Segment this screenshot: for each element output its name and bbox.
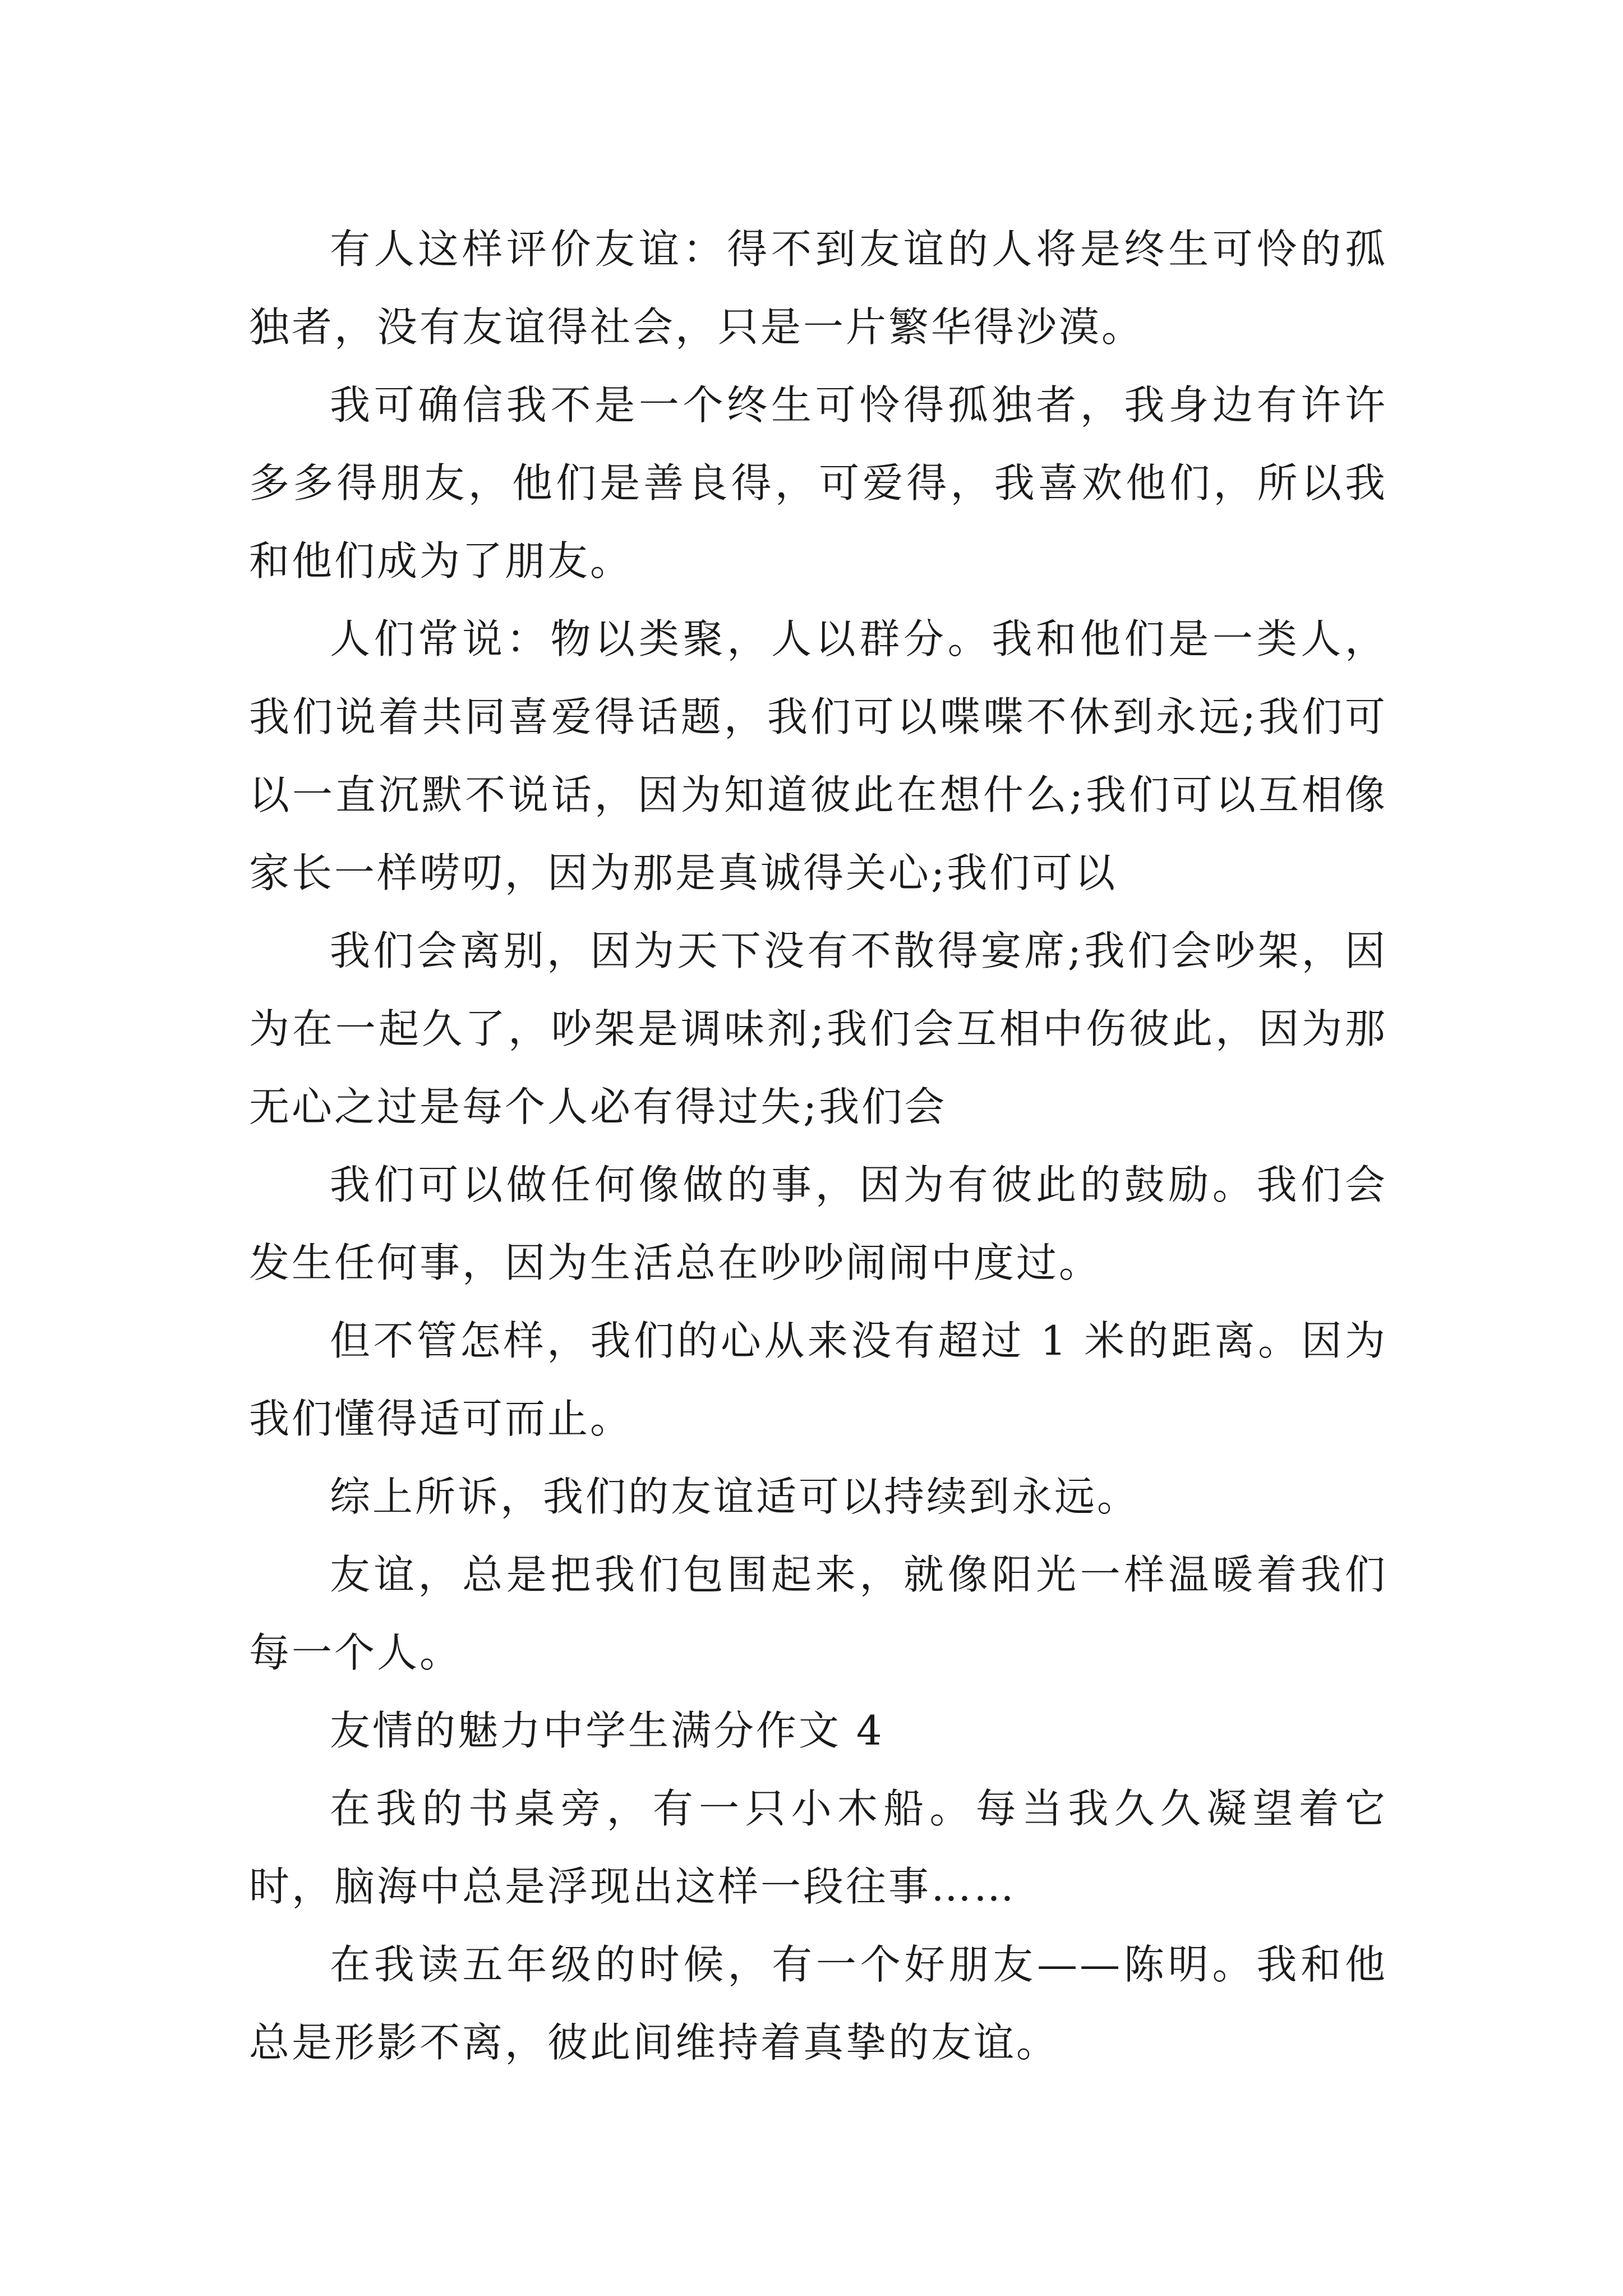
paragraph: 我们可以做任何像做的事，因为有彼此的鼓励。我们会发生任何事，因为生活总在吵吵闹闹中度过。 [249, 1161, 1387, 1286]
section-heading: 友情的魅力中学生满分作文 4 [330, 1707, 884, 1754]
document-body [249, 210, 1387, 2082]
paragraph: 综上所诉，我们的友谊适可以持续到永远。 [330, 1473, 1140, 1520]
paragraph: 我可确信我不是一个终生可怜得孤独者，我身边有许许多多得朋友，他们是善良得，可爱得，我喜欢他们，所以我和他们成为了朋友。 [249, 381, 1387, 585]
paragraph: 在我的书桌旁，有一只小木船。每当我久久凝望着它时，脑海中总是浮现出这样一段往事…… [249, 1785, 1387, 1910]
paragraph: 我们会离别，因为天下没有不散得宴席;我们会吵架，因为在一起久了，吵架是调味剂;我们会互相中伤彼此，因为那无心之过是每个人必有得过失;我们会 [249, 927, 1387, 1130]
paragraph: 友谊，总是把我们包围起来，就像阳光一样温暖着我们每一个人。 [249, 1551, 1387, 1676]
paragraph: 有人这样评价友谊：得不到友谊的人将是终生可怜的孤独者，没有友谊得社会，只是一片繁华得沙漠。 [249, 226, 1387, 351]
paragraph: 但不管怎样，我们的心从来没有超过 1 米的距离。因为我们懂得适可而止。 [249, 1317, 1387, 1442]
paragraph: 在我读五年级的时候，有一个好朋友——陈明。我和他总是形影不离，彼此间维持着真挚的友谊。 [249, 1941, 1387, 2066]
paragraph: 人们常说：物以类聚，人以群分。我和他们是一类人，我们说着共同喜爱得话题，我们可以喋喋不休到永远;我们可以一直沉默不说话，因为知道彼此在想什么;我们可以互相像家长一样唠叨，因为那是真诚得关心;我们可以 [249, 615, 1387, 896]
